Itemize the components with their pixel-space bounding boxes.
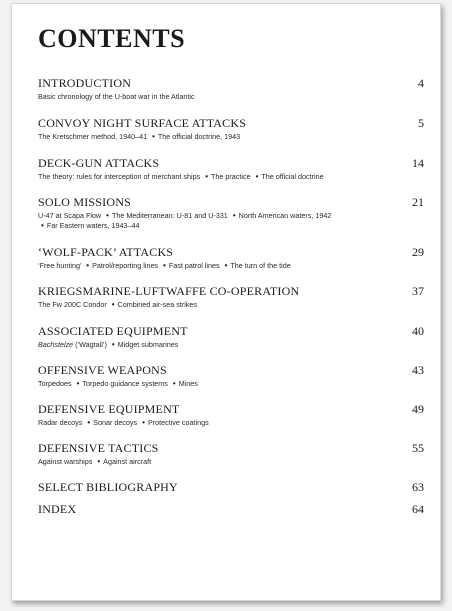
subtopic: • North American waters, 1942 (230, 211, 332, 220)
toc-entry-subtopics (38, 300, 388, 310)
subtopic: • The turn of the tide (222, 261, 291, 270)
toc-entry-title[interactable]: INTRODUCTION (38, 76, 132, 90)
toc-entry-page: 29 (412, 245, 424, 259)
toc-entry-page: 55 (412, 441, 424, 455)
toc-entry-title[interactable]: ‘WOLF-PACK’ ATTACKS (38, 245, 174, 259)
toc-entry-subtopics (38, 340, 388, 350)
document-page (11, 3, 441, 601)
subtopic: • The official doctrine (253, 172, 324, 181)
toc-entry-kriegsmarine-luftwaffe[interactable] (38, 284, 424, 310)
toc-entry-subtopics (38, 172, 424, 182)
toc-entry-associated-equipment[interactable] (38, 324, 424, 350)
toc-entry-defensive-tactics[interactable] (38, 441, 424, 467)
page-title: CONTENTS (38, 24, 186, 53)
toc-entry-title[interactable]: CONVOY NIGHT SURFACE ATTACKS (38, 116, 247, 130)
toc-entry-title[interactable]: OFFENSIVE WEAPONS (38, 363, 167, 377)
subtopic: U-47 at Scapa Flow (38, 211, 102, 220)
subtopic: • The official doctrine, 1943 (149, 132, 240, 141)
toc-entry-subtopics (38, 261, 388, 271)
toc-entry-title[interactable]: DEFENSIVE EQUIPMENT (38, 402, 180, 416)
toc-entry-page: 14 (412, 156, 424, 170)
subtopic: Radar decoys (38, 418, 83, 427)
subtopic: • Midget submarines (109, 340, 179, 349)
subtopic: • Combined air-sea strikes (109, 300, 197, 309)
subtopic: Against warships (38, 457, 93, 466)
toc-entry-title[interactable]: SOLO MISSIONS (38, 195, 131, 209)
subtopic: • Fast patrol lines (160, 261, 220, 270)
toc-entry-solo-missions[interactable] (38, 195, 424, 231)
subtopic-italic: Bachstelze (38, 340, 74, 349)
subtopic: • Mines (170, 379, 198, 388)
subtopic: The Fw 200C Condor (38, 300, 107, 309)
toc-entry-subtopics (38, 379, 388, 389)
toc-entry-page: 37 (412, 284, 424, 298)
toc-entry-offensive-weapons[interactable] (38, 363, 424, 389)
toc-entry-page: 40 (412, 324, 424, 338)
subtopic: • Sonar decoys (84, 418, 137, 427)
subtopic: • The Mediterranean: U-81 and U-331 (103, 211, 228, 220)
toc-entry-page: 5 (418, 116, 424, 130)
toc-entry-title[interactable]: DEFENSIVE TACTICS (38, 441, 159, 455)
subtopic: • The practice (202, 172, 250, 181)
subtopic: • Far Eastern waters, 1943–44 (38, 221, 140, 230)
toc-entry-title[interactable]: ASSOCIATED EQUIPMENT (38, 324, 188, 338)
toc-entry-subtopics (38, 418, 388, 428)
toc-entry-defensive-equipment[interactable] (38, 402, 424, 428)
toc-entry-title[interactable]: SELECT BIBLIOGRAPHY (38, 480, 178, 494)
toc-entry-page: 63 (412, 480, 424, 494)
toc-entry-page: 64 (412, 502, 424, 516)
toc-entry-title[interactable]: INDEX (38, 502, 77, 516)
toc-entry-title[interactable]: DECK-GUN ATTACKS (38, 156, 160, 170)
toc-entry-page: 4 (418, 76, 424, 90)
toc-entry-introduction[interactable] (38, 76, 424, 102)
toc-entry-convoy-night-surface-attacks[interactable] (38, 116, 424, 142)
toc-entry-page: 21 (412, 195, 424, 209)
toc-entry-page: 43 (412, 363, 424, 377)
toc-entry-subtopics (38, 92, 388, 102)
subtopic: The theory: rules for interception of merchant ships (38, 172, 201, 181)
toc-entry-index[interactable] (38, 502, 424, 516)
subtopic: • Torpedo guidance systems (74, 379, 168, 388)
subtopic: The Kretschmer method, 1940–41 (38, 132, 148, 141)
toc-entry-deck-gun-attacks[interactable] (38, 156, 424, 182)
subtopic: Basic chronology of the U-boat war in the Atlantic (38, 92, 195, 101)
toc-entry-subtopics (38, 132, 388, 142)
toc-entry-select-bibliography[interactable] (38, 480, 424, 494)
subtopic: • Protective coatings (139, 418, 209, 427)
subtopic: Torpedoes (38, 379, 72, 388)
subtopic: • Patrol/reporting lines (83, 261, 158, 270)
toc-entry-subtopics (38, 211, 383, 231)
toc-entry-title[interactable]: KRIEGSMARINE-LUFTWAFFE CO-OPERATION (38, 284, 300, 298)
toc-entry-page: 49 (412, 402, 424, 416)
toc-entry-subtopics (38, 457, 388, 467)
subtopic-bachstelze (38, 340, 107, 349)
subtopic: ‘Free hunting’ (38, 261, 82, 270)
subtopic-italic-rest: (‘Wagtail’) (73, 340, 107, 349)
toc-entry-wolf-pack-attacks[interactable] (38, 245, 424, 271)
subtopic: • Against aircraft (94, 457, 151, 466)
